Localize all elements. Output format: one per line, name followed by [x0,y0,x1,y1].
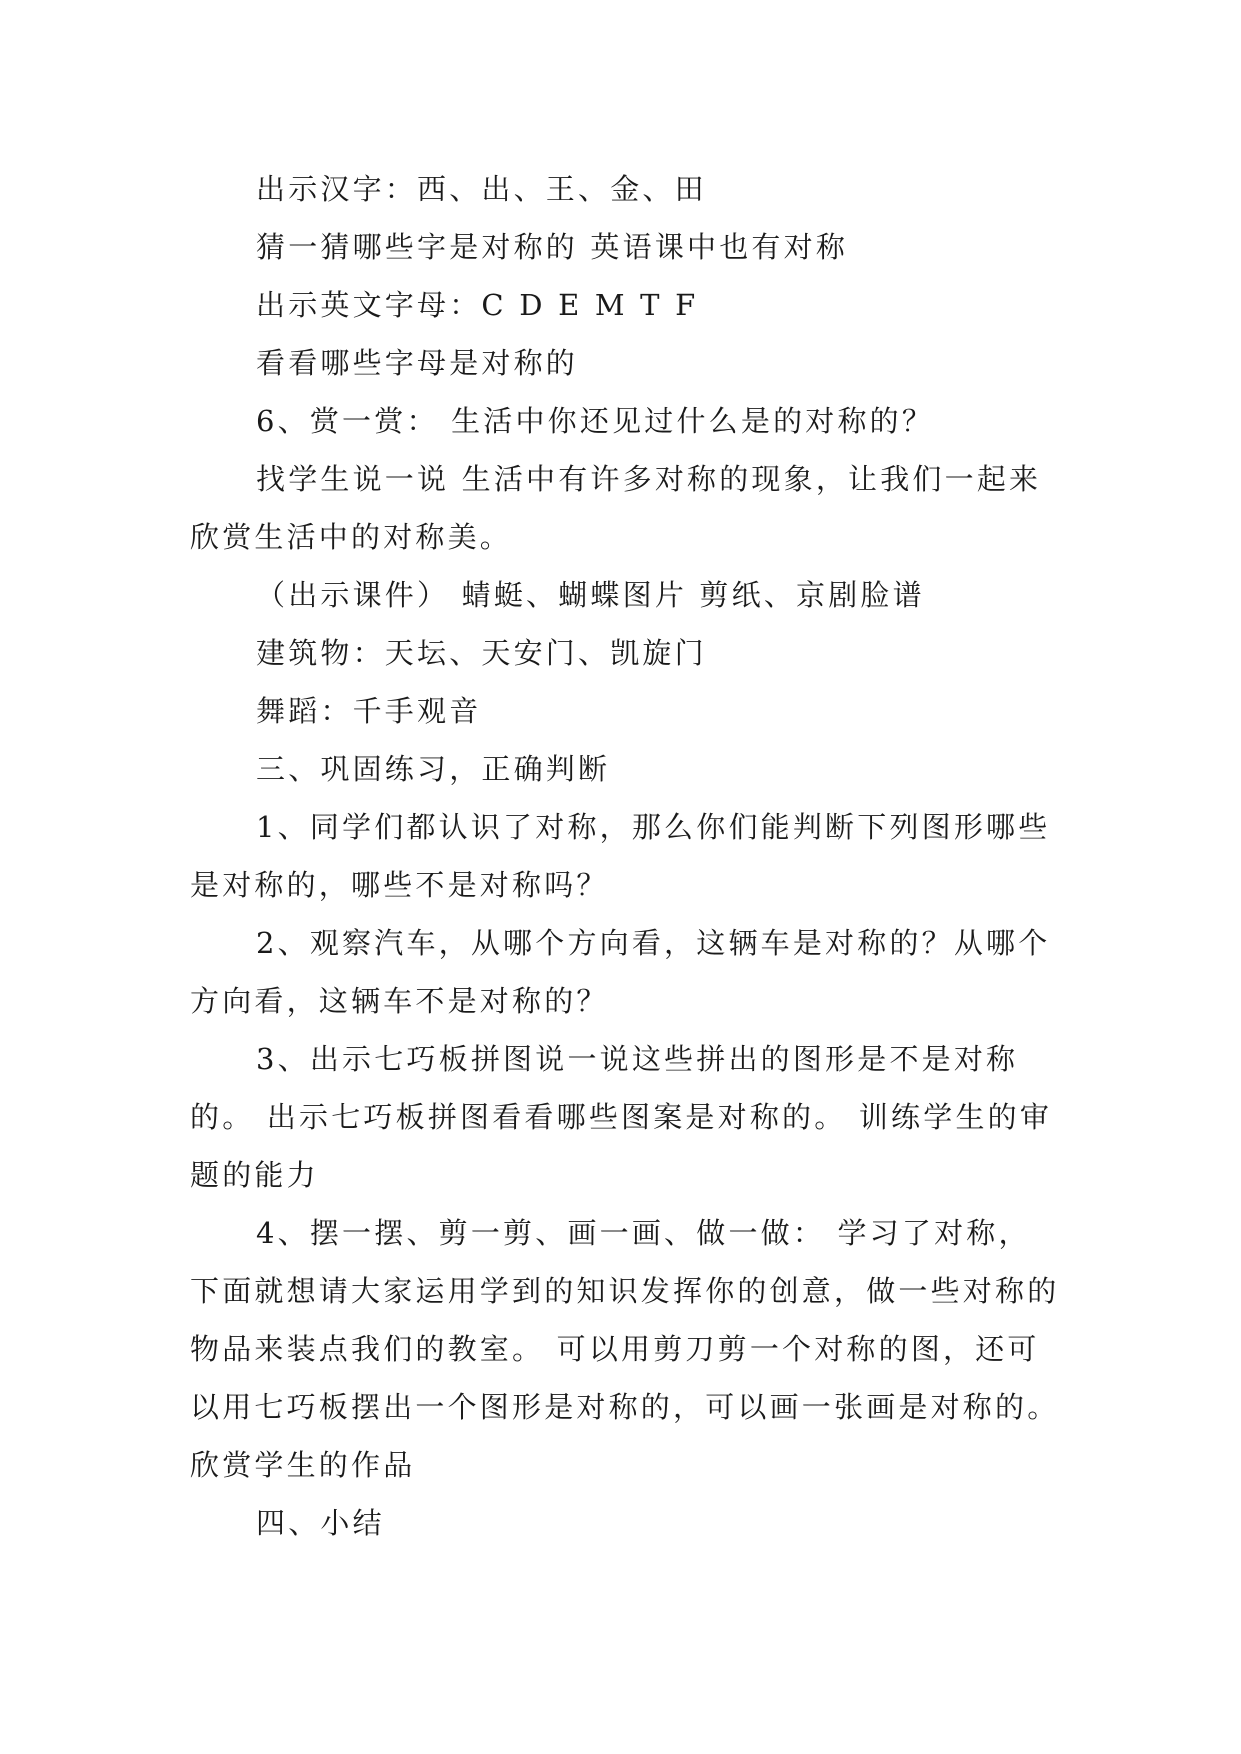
paragraph: 出示英文字母：C D E M T F [256,288,699,322]
paragraph: 6、赏一赏： 生活中你还见过什么是的对称的？ [256,404,935,438]
paragraph: 猜一猜哪些字是对称的 英语课中也有对称 [256,230,849,264]
paragraph: 看看哪些字母是对称的 [256,346,579,380]
paragraph: 4、摆一摆、剪一剪、画一画、做一做： 学习了对称，下面就想请大家运用学到的知识发挥你的创意，做一些对称的物品来装点我们的教室。 可以用剪刀剪一个对称的图，还可以用七巧板摆出一个图形是对称的，可以画一张画是对称的。 欣赏学生的作品 [190,1216,1060,1482]
paragraph: 1、同学们都认识了对称，那么你们能判断下列图形哪些是对称的，哪些不是对称吗？ [190,810,1051,902]
paragraph: 出示汉字：西、出、王、金、田 [256,172,707,206]
section-heading: 三、巩固练习，正确判断 [256,752,611,786]
paragraph: 3、出示七巧板拼图说一说这些拼出的图形是不是对称的。 出示七巧板拼图看看哪些图案是对称的。 训练学生的审题的能力 [190,1042,1053,1192]
paragraph: 找学生说一说 生活中有许多对称的现象，让我们一起来欣赏生活中的对称美。 [190,462,1042,554]
paragraph: 舞蹈：千手观音 [256,694,482,728]
paragraph: 建筑物：天坛、天安门、凯旋门 [256,636,707,670]
section-heading: 四、小结 [256,1506,385,1540]
paragraph: 2、观察汽车，从哪个方向看，这辆车是对称的？从哪个方向看，这辆车不是对称的？ [190,926,1051,1018]
document-body [190,160,1060,1552]
paragraph: （出示课件） 蜻蜓、蝴蝶图片 剪纸、京剧脸谱 [256,578,925,612]
